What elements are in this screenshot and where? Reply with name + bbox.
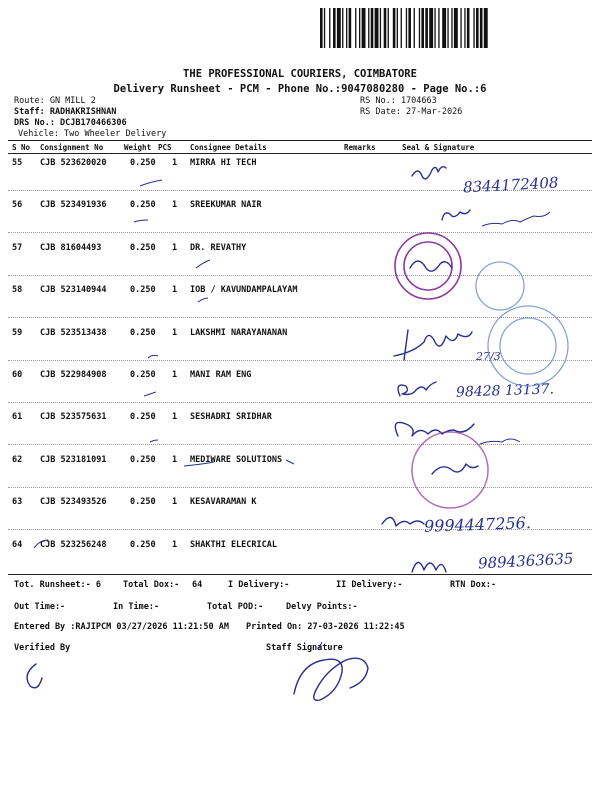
in-time: In Time:- — [113, 602, 160, 612]
row-consignee: SREEKUMAR NAIR — [190, 200, 262, 210]
signature — [382, 517, 424, 526]
row-consignee: IOB / KAVUNDAMPALAYAM — [190, 285, 298, 295]
row-weight: 0.250 — [130, 243, 156, 253]
signature — [412, 167, 446, 179]
row-consignee: MEDIWARE SOLUTIONS — [190, 455, 283, 465]
row-pcs: 1 — [172, 370, 178, 380]
tick-mark — [150, 440, 158, 442]
row-weight: 0.250 — [130, 455, 156, 465]
row-consignment-no: CJB 81604493 — [40, 243, 102, 253]
row-consignment-no: CJB 523575631 — [40, 412, 107, 422]
row-weight: 0.250 — [130, 540, 156, 550]
row-weight: 0.250 — [130, 285, 156, 295]
vehicle-label: Vehicle: Two Wheeler Delivery — [18, 129, 167, 139]
row-consignee: MANI RAM ENG — [190, 370, 252, 380]
out-time: Out Time:- — [14, 602, 66, 612]
handwritten-phone-3: 9994447256. — [423, 513, 532, 536]
row-pcs: 1 — [172, 412, 178, 422]
tot-runsheet: Tot. Runsheet:- 6 — [14, 580, 101, 590]
route-label: Route: GN MILL 2 — [14, 96, 96, 106]
tick-mark — [34, 540, 48, 548]
row-sno: 62 — [12, 455, 23, 465]
entered-by: Entered By :RAJIPCM 03/27/2026 11:21:50 AM — [14, 622, 229, 632]
tick-mark — [134, 220, 148, 222]
staff-signature — [294, 658, 368, 700]
handwritten-phone-1: 8344172408 — [462, 173, 559, 197]
row-pcs: 1 — [172, 540, 178, 550]
rs-number: RS No.: 1704663 — [360, 96, 437, 106]
tick-mark — [286, 460, 294, 464]
row-pcs: 1 — [172, 243, 178, 253]
row-consignment-no: CJB 523140944 — [40, 285, 107, 295]
row-pcs: 1 — [172, 158, 178, 168]
row-sno: 56 — [12, 200, 23, 210]
handwritten-phone-4: 9894363635 — [477, 549, 574, 573]
rs-date: RS Date: 27-Mar-2026 — [360, 107, 463, 117]
signature — [404, 330, 408, 360]
seal-stamp — [412, 432, 488, 508]
row-consignee: SHAKTHI ELECRICAL — [190, 540, 277, 550]
tick-mark — [198, 298, 208, 302]
total-dox-value: 64 — [192, 580, 203, 590]
signature — [398, 382, 436, 396]
delvy-points: Delvy Points:- — [286, 602, 358, 612]
signature — [412, 562, 446, 572]
drs-number: DRS No.: DCJB170466306 — [14, 118, 127, 128]
ii-delivery: II Delivery:- — [336, 580, 403, 590]
tick-mark — [148, 355, 158, 358]
tick-mark — [144, 392, 156, 396]
row-consignment-no: CJB 523256248 — [40, 540, 107, 550]
row-consignee: DR. REVATHY — [190, 243, 247, 253]
row-consignment-no: CJB 522984908 — [40, 370, 107, 380]
col-sno: S No — [12, 143, 31, 152]
handwritten-phone-2: 98428 13137. — [455, 381, 555, 401]
row-weight: 0.250 — [130, 158, 156, 168]
row-consignment-no: CJB 523491936 — [40, 200, 107, 210]
row-consignee: LAKSHMI NARAYANANAN — [190, 328, 288, 338]
tick-mark — [184, 462, 214, 466]
signature — [480, 439, 520, 444]
seal-stamp — [476, 262, 524, 310]
row-weight: 0.250 — [130, 370, 156, 380]
row-consignee: SESHADRI SRIDHAR — [190, 412, 272, 422]
row-pcs: 1 — [172, 328, 178, 338]
row-pcs: 1 — [172, 455, 178, 465]
col-weight: Weight — [124, 143, 152, 152]
row-sno: 60 — [12, 370, 23, 380]
row-weight: 0.250 — [130, 412, 156, 422]
tick-mark — [196, 260, 210, 268]
row-sno: 58 — [12, 285, 23, 295]
col-seal-signature: Seal & Signature — [402, 143, 475, 152]
staff-signature — [318, 642, 322, 650]
verified-by: Verified By — [14, 643, 71, 653]
row-sno: 64 — [12, 540, 23, 550]
row-consignment-no: CJB 523513438 — [40, 328, 107, 338]
row-consignee: MIRRA HI TECH — [190, 158, 257, 168]
signature — [27, 664, 42, 688]
col-consignee: Consignee Details — [190, 143, 267, 152]
staff-label: Staff: RADHAKRISHNAN — [14, 107, 117, 117]
rtn-dox: RTN Dox:- — [450, 580, 497, 590]
row-weight: 0.250 — [130, 328, 156, 338]
row-pcs: 1 — [172, 285, 178, 295]
i-delivery: I Delivery:- — [228, 580, 290, 590]
signature — [482, 212, 550, 226]
col-consignment: Consignment No — [40, 143, 104, 152]
staff-signature-label: Staff Signature — [266, 643, 343, 653]
row-sno: 59 — [12, 328, 23, 338]
total-dox-label: Total Dox:- — [123, 580, 180, 590]
row-sno: 61 — [12, 412, 23, 422]
row-pcs: 1 — [172, 497, 178, 507]
handwritten-date: 27/3 — [476, 350, 501, 363]
col-pcs: PCS — [158, 143, 172, 152]
signature — [432, 464, 478, 474]
total-pod: Total POD:- — [207, 602, 264, 612]
document-title: THE PROFESSIONAL COURIERS, COIMBATORE — [183, 68, 417, 80]
row-consignment-no: CJB 523181091 — [40, 455, 107, 465]
row-weight: 0.250 — [130, 200, 156, 210]
row-sno: 63 — [12, 497, 23, 507]
row-weight: 0.250 — [130, 497, 156, 507]
col-remarks: Remarks — [344, 143, 376, 152]
printed-on: Printed On: 27-03-2026 11:22:45 — [246, 622, 405, 632]
document-subtitle: Delivery Runsheet - PCM - Phone No.:9047080280 - Page No.:6 — [113, 83, 487, 95]
signature — [442, 210, 470, 220]
signature — [410, 261, 452, 271]
row-consignment-no: CJB 523620020 — [40, 158, 107, 168]
row-pcs: 1 — [172, 200, 178, 210]
row-sno: 55 — [12, 158, 23, 168]
seal-stamp — [500, 318, 556, 374]
row-consignee: KESAVARAMAN K — [190, 497, 257, 507]
tick-mark — [140, 180, 162, 186]
row-consignment-no: CJB 523493526 — [40, 497, 107, 507]
row-sno: 57 — [12, 243, 23, 253]
